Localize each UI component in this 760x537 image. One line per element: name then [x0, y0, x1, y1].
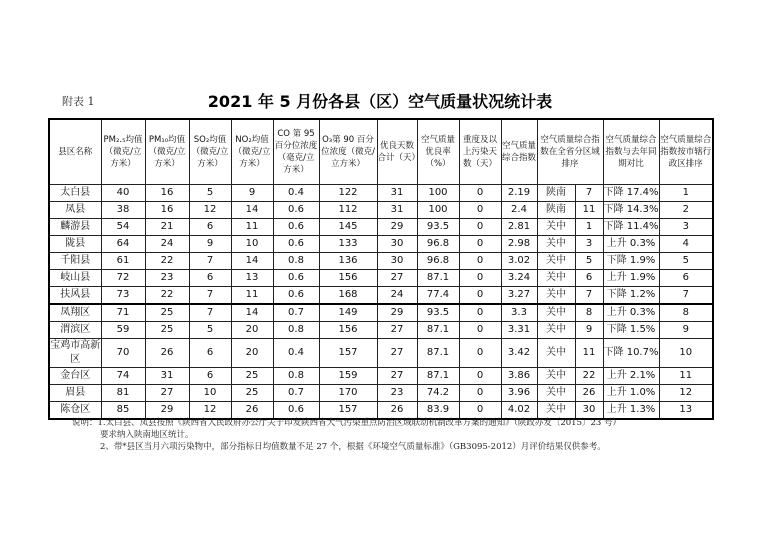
- cell-name: 宝鸡市高新区: [49, 339, 101, 368]
- cell-o3: 145: [319, 219, 377, 236]
- cell-region: 关中: [537, 253, 575, 270]
- cell-yoy: 下降 14.3%: [603, 202, 659, 219]
- cell-city-rank: 11: [659, 368, 713, 385]
- cell-good-rate: 83.9: [417, 402, 459, 420]
- cell-region-rank: 6: [575, 270, 603, 287]
- cell-name: 扶风县: [49, 287, 101, 305]
- header-so2: SO₂均值（微克/立方米）: [189, 119, 231, 185]
- cell-region-rank: 22: [575, 368, 603, 385]
- header-good-rate: 空气质量优良率（%）: [417, 119, 459, 185]
- cell-heavy: 0: [459, 185, 501, 202]
- cell-region-rank: 7: [575, 185, 603, 202]
- note-line-3: 2、带*县区当月六项污染物中，部分指标日均值数量不足 27 个，根据《环境空气质量标准》（GB3095-2012）月评价结果仅供参考。: [100, 442, 606, 452]
- cell-region: 关中: [537, 219, 575, 236]
- cell-pm25: 85: [101, 402, 145, 420]
- cell-region-rank: 11: [575, 339, 603, 368]
- cell-good-rate: 96.8: [417, 253, 459, 270]
- cell-good-days: 29: [377, 219, 417, 236]
- cell-o3: 136: [319, 253, 377, 270]
- cell-index: 2.98: [501, 236, 537, 253]
- cell-yoy: 下降 11.4%: [603, 219, 659, 236]
- cell-region: 关中: [537, 339, 575, 368]
- table-row: [49, 368, 713, 385]
- cell-co: 0.6: [273, 402, 319, 420]
- cell-co: 0.6: [273, 202, 319, 219]
- note-line-2: 要求纳入陕南地区统计。: [100, 430, 194, 440]
- cell-name: 千阳县: [49, 253, 101, 270]
- cell-pm10: 21: [145, 219, 189, 236]
- cell-city-rank: 9: [659, 322, 713, 339]
- cell-region: 关中: [537, 368, 575, 385]
- cell-region-rank: 8: [575, 304, 603, 322]
- cell-good-days: 23: [377, 385, 417, 402]
- cell-pm10: 27: [145, 385, 189, 402]
- cell-region: 关中: [537, 385, 575, 402]
- cell-pm25: 54: [101, 219, 145, 236]
- cell-good-rate: 96.8: [417, 236, 459, 253]
- cell-city-rank: 12: [659, 385, 713, 402]
- cell-pm10: 25: [145, 304, 189, 322]
- cell-heavy: 0: [459, 368, 501, 385]
- cell-no2: 10: [231, 236, 273, 253]
- cell-index: 3.27: [501, 287, 537, 305]
- cell-index: 4.02: [501, 402, 537, 420]
- cell-good-rate: 77.4: [417, 287, 459, 305]
- table-row: [49, 219, 713, 236]
- cell-good-days: 31: [377, 202, 417, 219]
- cell-heavy: 0: [459, 322, 501, 339]
- header-city-rank: 空气质量综合指数按市辖行政区排序: [659, 119, 713, 185]
- cell-yoy: 下降 10.7%: [603, 339, 659, 368]
- cell-so2: 5: [189, 185, 231, 202]
- cell-good-days: 31: [377, 185, 417, 202]
- cell-pm10: 22: [145, 287, 189, 305]
- table-row: [49, 304, 713, 322]
- cell-so2: 6: [189, 368, 231, 385]
- cell-city-rank: 2: [659, 202, 713, 219]
- cell-region: 关中: [537, 304, 575, 322]
- cell-city-rank: 5: [659, 253, 713, 270]
- cell-no2: 25: [231, 385, 273, 402]
- cell-heavy: 0: [459, 270, 501, 287]
- cell-co: 0.7: [273, 385, 319, 402]
- cell-no2: 13: [231, 270, 273, 287]
- cell-city-rank: 10: [659, 339, 713, 368]
- cell-no2: 11: [231, 287, 273, 305]
- cell-pm10: 23: [145, 270, 189, 287]
- cell-o3: 157: [319, 402, 377, 420]
- table-row: [49, 339, 713, 368]
- cell-name: 麟游县: [49, 219, 101, 236]
- note-line-1: 说明：1.太白县、凤县按照《陕西省人民政府办公厅关于印发陕西省大气污染重点防治区域联动机制改革方案的通知》（陕政办发〔2015〕23 号）: [72, 418, 622, 428]
- cell-co: 0.6: [273, 219, 319, 236]
- cell-no2: 14: [231, 253, 273, 270]
- cell-co: 0.4: [273, 339, 319, 368]
- cell-o3: 168: [319, 287, 377, 305]
- cell-good-days: 30: [377, 253, 417, 270]
- cell-name: 凤县: [49, 202, 101, 219]
- header-region-rank: 空气质量综合指数在全省分区域排序: [537, 119, 603, 185]
- cell-city-rank: 1: [659, 185, 713, 202]
- cell-region: 关中: [537, 322, 575, 339]
- cell-region: 关中: [537, 270, 575, 287]
- table-header-row: [49, 119, 713, 185]
- cell-good-rate: 100: [417, 185, 459, 202]
- header-no2: NO₂均值（微克/立方米）: [231, 119, 273, 185]
- cell-name: 太白县: [49, 185, 101, 202]
- table-row: [49, 385, 713, 402]
- cell-pm25: 40: [101, 185, 145, 202]
- cell-city-rank: 7: [659, 287, 713, 305]
- cell-co: 0.8: [273, 253, 319, 270]
- cell-pm25: 71: [101, 304, 145, 322]
- cell-so2: 7: [189, 287, 231, 305]
- cell-so2: 6: [189, 339, 231, 368]
- cell-index: 2.19: [501, 185, 537, 202]
- cell-so2: 10: [189, 385, 231, 402]
- cell-index: 2.4: [501, 202, 537, 219]
- cell-no2: 14: [231, 202, 273, 219]
- cell-yoy: 上升 2.1%: [603, 368, 659, 385]
- cell-good-days: 24: [377, 287, 417, 305]
- cell-pm10: 29: [145, 402, 189, 420]
- cell-yoy: 下降 1.2%: [603, 287, 659, 305]
- header-county: 县区名称: [49, 119, 101, 185]
- cell-yoy: 下降 17.4%: [603, 185, 659, 202]
- cell-pm10: 25: [145, 322, 189, 339]
- header-heavy-days: 重度及以上污染天数（天）: [459, 119, 501, 185]
- table-row: [49, 253, 713, 270]
- cell-yoy: 下降 1.9%: [603, 253, 659, 270]
- cell-yoy: 上升 1.0%: [603, 385, 659, 402]
- cell-region-rank: 1: [575, 219, 603, 236]
- cell-city-rank: 8: [659, 304, 713, 322]
- cell-heavy: 0: [459, 402, 501, 420]
- header-o3: O₃第 90 百分位浓度（微克/立方米）: [319, 119, 377, 185]
- cell-heavy: 0: [459, 236, 501, 253]
- cell-pm10: 16: [145, 185, 189, 202]
- cell-co: 0.6: [273, 287, 319, 305]
- cell-pm10: 22: [145, 253, 189, 270]
- cell-pm25: 74: [101, 368, 145, 385]
- cell-so2: 7: [189, 304, 231, 322]
- header-index: 空气质量综合指数: [501, 119, 537, 185]
- cell-region: 关中: [537, 236, 575, 253]
- cell-region-rank: 7: [575, 287, 603, 305]
- cell-good-rate: 93.5: [417, 304, 459, 322]
- cell-o3: 133: [319, 236, 377, 253]
- cell-heavy: 0: [459, 219, 501, 236]
- cell-name: 陈仓区: [49, 402, 101, 420]
- cell-region-rank: 26: [575, 385, 603, 402]
- cell-o3: 156: [319, 322, 377, 339]
- header-good-days: 优良天数合计（天）: [377, 119, 417, 185]
- cell-index: 3.31: [501, 322, 537, 339]
- cell-region: 关中: [537, 402, 575, 420]
- cell-region: 关中: [537, 287, 575, 305]
- cell-good-rate: 74.2: [417, 385, 459, 402]
- cell-co: 0.7: [273, 304, 319, 322]
- cell-pm10: 24: [145, 236, 189, 253]
- cell-city-rank: 13: [659, 402, 713, 420]
- cell-pm10: 26: [145, 339, 189, 368]
- cell-name: 岐山县: [49, 270, 101, 287]
- cell-yoy: 上升 1.9%: [603, 270, 659, 287]
- cell-pm25: 70: [101, 339, 145, 368]
- cell-name: 渭滨区: [49, 322, 101, 339]
- cell-heavy: 0: [459, 339, 501, 368]
- header-pm10: PM₁₀均值（微克/立方米）: [145, 119, 189, 185]
- cell-good-rate: 87.1: [417, 368, 459, 385]
- cell-co: 0.6: [273, 236, 319, 253]
- cell-region: 陕南: [537, 202, 575, 219]
- cell-region-rank: 30: [575, 402, 603, 420]
- cell-index: 2.81: [501, 219, 537, 236]
- table-row: [49, 322, 713, 339]
- cell-index: 3.96: [501, 385, 537, 402]
- cell-co: 0.8: [273, 322, 319, 339]
- cell-good-days: 27: [377, 322, 417, 339]
- cell-heavy: 0: [459, 253, 501, 270]
- cell-pm10: 31: [145, 368, 189, 385]
- header-yoy: 空气质量综合指数与去年同期对比: [603, 119, 659, 185]
- header-co: CO 第 95 百分位浓度（毫克/立方米）: [273, 119, 319, 185]
- cell-no2: 11: [231, 219, 273, 236]
- cell-region-rank: 5: [575, 253, 603, 270]
- cell-no2: 20: [231, 322, 273, 339]
- cell-good-rate: 87.1: [417, 322, 459, 339]
- cell-good-rate: 87.1: [417, 270, 459, 287]
- cell-o3: 156: [319, 270, 377, 287]
- cell-no2: 20: [231, 339, 273, 368]
- cell-pm25: 72: [101, 270, 145, 287]
- cell-index: 3.3: [501, 304, 537, 322]
- cell-name: 凤翔区: [49, 304, 101, 322]
- cell-index: 3.24: [501, 270, 537, 287]
- cell-yoy: 上升 1.3%: [603, 402, 659, 420]
- cell-good-rate: 87.1: [417, 339, 459, 368]
- cell-name: 金台区: [49, 368, 101, 385]
- cell-good-rate: 100: [417, 202, 459, 219]
- cell-o3: 170: [319, 385, 377, 402]
- cell-o3: 157: [319, 339, 377, 368]
- cell-no2: 9: [231, 185, 273, 202]
- cell-co: 0.6: [273, 270, 319, 287]
- cell-pm25: 61: [101, 253, 145, 270]
- cell-no2: 14: [231, 304, 273, 322]
- cell-region: 陕南: [537, 185, 575, 202]
- cell-pm25: 59: [101, 322, 145, 339]
- notes: [72, 417, 722, 453]
- cell-o3: 159: [319, 368, 377, 385]
- cell-so2: 6: [189, 219, 231, 236]
- cell-o3: 112: [319, 202, 377, 219]
- cell-so2: 12: [189, 202, 231, 219]
- cell-no2: 25: [231, 368, 273, 385]
- cell-so2: 9: [189, 236, 231, 253]
- cell-pm25: 73: [101, 287, 145, 305]
- cell-yoy: 上升 0.3%: [603, 304, 659, 322]
- cell-heavy: 0: [459, 202, 501, 219]
- cell-co: 0.8: [273, 368, 319, 385]
- cell-city-rank: 3: [659, 219, 713, 236]
- cell-so2: 6: [189, 270, 231, 287]
- cell-o3: 149: [319, 304, 377, 322]
- cell-good-days: 30: [377, 236, 417, 253]
- cell-pm25: 38: [101, 202, 145, 219]
- cell-good-rate: 93.5: [417, 219, 459, 236]
- cell-name: 陇县: [49, 236, 101, 253]
- cell-index: 3.02: [501, 253, 537, 270]
- header-pm25: PM₂.₅均值（微克/立方米）: [101, 119, 145, 185]
- table-row: [49, 236, 713, 253]
- cell-heavy: 0: [459, 287, 501, 305]
- cell-pm25: 64: [101, 236, 145, 253]
- cell-yoy: 下降 1.5%: [603, 322, 659, 339]
- cell-good-days: 27: [377, 368, 417, 385]
- cell-heavy: 0: [459, 304, 501, 322]
- cell-index: 3.42: [501, 339, 537, 368]
- table-row: [49, 185, 713, 202]
- cell-good-days: 29: [377, 304, 417, 322]
- cell-pm25: 81: [101, 385, 145, 402]
- cell-pm10: 16: [145, 202, 189, 219]
- cell-city-rank: 6: [659, 270, 713, 287]
- cell-region-rank: 11: [575, 202, 603, 219]
- cell-co: 0.4: [273, 185, 319, 202]
- cell-name: 眉县: [49, 385, 101, 402]
- cell-good-days: 26: [377, 402, 417, 420]
- cell-good-days: 27: [377, 270, 417, 287]
- cell-so2: 5: [189, 322, 231, 339]
- cell-city-rank: 4: [659, 236, 713, 253]
- table-row: [49, 287, 713, 305]
- cell-o3: 122: [319, 185, 377, 202]
- cell-heavy: 0: [459, 385, 501, 402]
- appendix-label: 附表 1: [62, 95, 95, 108]
- cell-so2: 7: [189, 253, 231, 270]
- cell-yoy: 上升 0.3%: [603, 236, 659, 253]
- page-title: 2021 年 5 月份各县（区）空气质量状况统计表: [207, 92, 553, 111]
- table-row: [49, 270, 713, 287]
- cell-index: 3.86: [501, 368, 537, 385]
- cell-good-days: 27: [377, 339, 417, 368]
- cell-region-rank: 9: [575, 322, 603, 339]
- cell-region-rank: 3: [575, 236, 603, 253]
- air-quality-table: [48, 118, 714, 420]
- cell-so2: 12: [189, 402, 231, 420]
- table-row: [49, 202, 713, 219]
- cell-no2: 26: [231, 402, 273, 420]
